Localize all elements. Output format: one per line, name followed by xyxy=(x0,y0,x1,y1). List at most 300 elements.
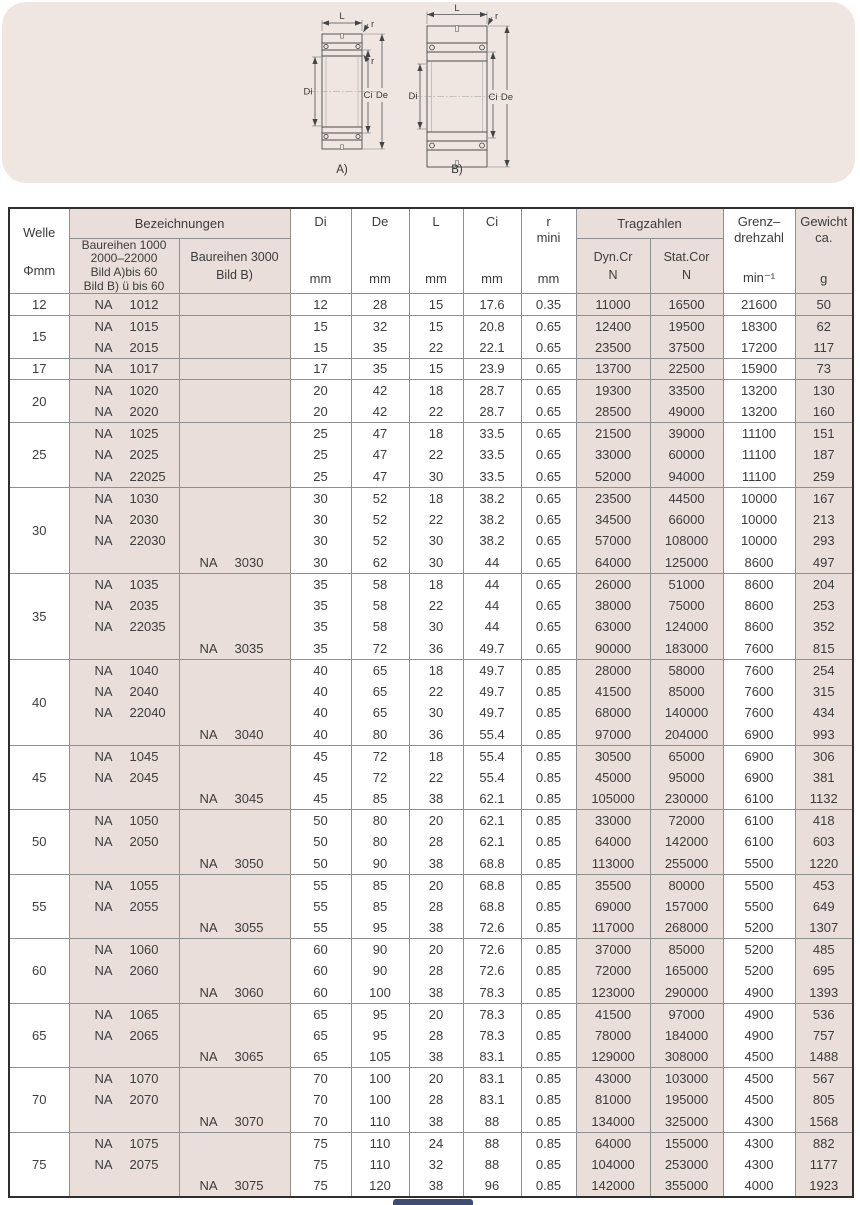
cell-di: 12 xyxy=(290,294,351,316)
cell-r-mini: 0.85 xyxy=(521,702,576,724)
cell-grenzdrehzahl: 11100 xyxy=(723,444,795,466)
table-header xyxy=(9,208,853,294)
page-number-tab xyxy=(393,1199,473,1205)
cell-r-mini: 0.65 xyxy=(521,380,576,402)
dim-label-ci-b: Ci xyxy=(488,92,498,103)
cell-gewicht: 418 xyxy=(795,810,853,832)
cell-welle: 60 xyxy=(9,939,69,1004)
cell-stat-cor: 22500 xyxy=(650,358,723,380)
cell-gewicht: 204 xyxy=(795,573,853,595)
table-body xyxy=(9,294,853,1197)
table-row xyxy=(9,315,853,337)
cell-des-baureihen-3000 xyxy=(179,810,290,832)
cell-welle: 12 xyxy=(9,294,69,316)
cell-dyn-cr: 142000 xyxy=(576,1175,650,1197)
cell-dyn-cr: 30500 xyxy=(576,745,650,767)
cell-stat-cor: 140000 xyxy=(650,702,723,724)
cell-des-baureihen-3000 xyxy=(179,896,290,918)
cell-stat-cor: 103000 xyxy=(650,1068,723,1090)
cell-dyn-cr: 38000 xyxy=(576,595,650,617)
cell-dyn-cr: 117000 xyxy=(576,917,650,939)
cell-r-mini: 0.85 xyxy=(521,960,576,982)
cell-l: 38 xyxy=(409,1111,463,1133)
cell-des-baureihen-3000 xyxy=(179,1025,290,1047)
cell-r-mini: 0.65 xyxy=(521,573,576,595)
cell-des-baureihen-3000 xyxy=(179,358,290,380)
cell-dyn-cr: 11000 xyxy=(576,294,650,316)
cell-de: 100 xyxy=(351,982,409,1004)
cell-des-baureihen-1000: NA 1035 xyxy=(69,573,179,595)
cell-ci: 38.2 xyxy=(463,509,521,531)
cell-r-mini: 0.65 xyxy=(521,530,576,552)
cell-dyn-cr: 72000 xyxy=(576,960,650,982)
cell-de: 100 xyxy=(351,1089,409,1111)
cell-r-mini: 0.85 xyxy=(521,874,576,896)
cell-grenzdrehzahl: 4300 xyxy=(723,1111,795,1133)
table-row xyxy=(9,831,853,853)
cell-ci: 78.3 xyxy=(463,1025,521,1047)
cell-des-baureihen-1000: NA 1017 xyxy=(69,358,179,380)
table-row xyxy=(9,401,853,423)
cell-gewicht: 497 xyxy=(795,552,853,574)
cell-gewicht: 485 xyxy=(795,939,853,961)
cell-l: 22 xyxy=(409,444,463,466)
cell-des-baureihen-1000: NA 22040 xyxy=(69,702,179,724)
cell-des-baureihen-3000: NA 3075 xyxy=(179,1175,290,1197)
cell-grenzdrehzahl: 15900 xyxy=(723,358,795,380)
cell-r-mini: 0.85 xyxy=(521,853,576,875)
table-row xyxy=(9,552,853,574)
cell-di: 70 xyxy=(290,1089,351,1111)
cell-r-mini: 0.85 xyxy=(521,745,576,767)
cell-r-mini: 0.65 xyxy=(521,552,576,574)
cell-de: 42 xyxy=(351,380,409,402)
cell-stat-cor: 60000 xyxy=(650,444,723,466)
cell-di: 35 xyxy=(290,616,351,638)
cell-ci: 68.8 xyxy=(463,896,521,918)
table-row xyxy=(9,1068,853,1090)
cell-gewicht: 1393 xyxy=(795,982,853,1004)
cell-des-baureihen-1000: NA 2055 xyxy=(69,896,179,918)
cell-des-baureihen-3000 xyxy=(179,1154,290,1176)
cell-de: 90 xyxy=(351,960,409,982)
cell-des-baureihen-1000 xyxy=(69,724,179,746)
cell-dyn-cr: 26000 xyxy=(576,573,650,595)
cell-stat-cor: 355000 xyxy=(650,1175,723,1197)
header-gewicht: Gewicht ca. g xyxy=(795,208,853,294)
cell-di: 35 xyxy=(290,638,351,660)
cell-ci: 49.7 xyxy=(463,681,521,703)
dim-label-di-a: Di xyxy=(303,86,313,98)
table-row xyxy=(9,874,853,896)
cell-gewicht: 649 xyxy=(795,896,853,918)
cell-l: 18 xyxy=(409,745,463,767)
table-row xyxy=(9,1089,853,1111)
cell-welle: 25 xyxy=(9,423,69,488)
cell-dyn-cr: 105000 xyxy=(576,788,650,810)
cell-r-mini: 0.85 xyxy=(521,1003,576,1025)
cell-di: 30 xyxy=(290,530,351,552)
cell-ci: 55.4 xyxy=(463,724,521,746)
cell-welle: 70 xyxy=(9,1068,69,1133)
cell-de: 65 xyxy=(351,659,409,681)
cell-des-baureihen-3000 xyxy=(179,337,290,359)
cell-ci: 49.7 xyxy=(463,702,521,724)
cell-r-mini: 0.85 xyxy=(521,1089,576,1111)
cell-des-baureihen-3000: NA 3055 xyxy=(179,917,290,939)
dim-label-l-b: L xyxy=(454,4,460,14)
cell-di: 60 xyxy=(290,960,351,982)
cell-di: 35 xyxy=(290,573,351,595)
table-row xyxy=(9,423,853,445)
cell-de: 110 xyxy=(351,1111,409,1133)
cell-stat-cor: 142000 xyxy=(650,831,723,853)
table-row xyxy=(9,1003,853,1025)
cell-l: 22 xyxy=(409,337,463,359)
cell-di: 40 xyxy=(290,724,351,746)
cell-dyn-cr: 63000 xyxy=(576,616,650,638)
cell-de: 65 xyxy=(351,702,409,724)
cell-di: 30 xyxy=(290,509,351,531)
cell-de: 58 xyxy=(351,595,409,617)
table-row xyxy=(9,616,853,638)
cell-di: 50 xyxy=(290,810,351,832)
cell-grenzdrehzahl: 8600 xyxy=(723,595,795,617)
cell-ci: 68.8 xyxy=(463,853,521,875)
table-row xyxy=(9,1111,853,1133)
cell-des-baureihen-1000: NA 2075 xyxy=(69,1154,179,1176)
cell-de: 47 xyxy=(351,444,409,466)
cell-dyn-cr: 64000 xyxy=(576,552,650,574)
cell-l: 30 xyxy=(409,530,463,552)
cell-dyn-cr: 104000 xyxy=(576,1154,650,1176)
cell-r-mini: 0.65 xyxy=(521,423,576,445)
cell-ci: 28.7 xyxy=(463,401,521,423)
cell-r-mini: 0.85 xyxy=(521,896,576,918)
cell-dyn-cr: 34500 xyxy=(576,509,650,531)
table-row xyxy=(9,1046,853,1068)
cell-r-mini: 0.85 xyxy=(521,1046,576,1068)
table-row xyxy=(9,1154,853,1176)
cell-des-baureihen-3000 xyxy=(179,466,290,488)
cell-stat-cor: 230000 xyxy=(650,788,723,810)
cell-stat-cor: 204000 xyxy=(650,724,723,746)
cell-dyn-cr: 45000 xyxy=(576,767,650,789)
cell-l: 20 xyxy=(409,874,463,896)
cell-di: 30 xyxy=(290,552,351,574)
header-l: L mm xyxy=(409,208,463,294)
cell-grenzdrehzahl: 13200 xyxy=(723,380,795,402)
cell-grenzdrehzahl: 4900 xyxy=(723,1003,795,1025)
cell-l: 38 xyxy=(409,1175,463,1197)
cell-ci: 49.7 xyxy=(463,659,521,681)
header-welle xyxy=(9,208,69,294)
cell-stat-cor: 44500 xyxy=(650,487,723,509)
cell-de: 110 xyxy=(351,1154,409,1176)
cell-stat-cor: 183000 xyxy=(650,638,723,660)
cell-grenzdrehzahl: 4500 xyxy=(723,1068,795,1090)
table-row xyxy=(9,1025,853,1047)
cell-stat-cor: 165000 xyxy=(650,960,723,982)
cell-dyn-cr: 90000 xyxy=(576,638,650,660)
cell-stat-cor: 157000 xyxy=(650,896,723,918)
cell-dyn-cr: 68000 xyxy=(576,702,650,724)
table-row xyxy=(9,380,853,402)
cell-gewicht: 815 xyxy=(795,638,853,660)
table-row xyxy=(9,358,853,380)
cell-grenzdrehzahl: 5500 xyxy=(723,874,795,896)
cell-stat-cor: 19500 xyxy=(650,315,723,337)
dim-label-de-b: De xyxy=(500,92,514,103)
cell-dyn-cr: 123000 xyxy=(576,982,650,1004)
cell-ci: 55.4 xyxy=(463,745,521,767)
cell-des-baureihen-3000 xyxy=(179,767,290,789)
dim-label-l-a: L xyxy=(339,11,345,22)
cell-des-baureihen-1000: NA 1065 xyxy=(69,1003,179,1025)
cell-di: 20 xyxy=(290,401,351,423)
cell-dyn-cr: 37000 xyxy=(576,939,650,961)
cell-des-baureihen-1000: NA 22025 xyxy=(69,466,179,488)
cell-r-mini: 0.65 xyxy=(521,466,576,488)
cell-r-mini: 0.85 xyxy=(521,1025,576,1047)
table-row xyxy=(9,530,853,552)
header-de: De mm xyxy=(351,208,409,294)
cell-grenzdrehzahl: 10000 xyxy=(723,530,795,552)
cell-des-baureihen-1000 xyxy=(69,788,179,810)
cell-stat-cor: 33500 xyxy=(650,380,723,402)
cell-de: 90 xyxy=(351,939,409,961)
cell-gewicht: 73 xyxy=(795,358,853,380)
cell-grenzdrehzahl: 11100 xyxy=(723,423,795,445)
cell-gewicht: 151 xyxy=(795,423,853,445)
cell-dyn-cr: 19300 xyxy=(576,380,650,402)
cell-stat-cor: 39000 xyxy=(650,423,723,445)
cell-di: 65 xyxy=(290,1003,351,1025)
cell-gewicht: 603 xyxy=(795,831,853,853)
cell-gewicht: 293 xyxy=(795,530,853,552)
header-welle-unit: Φmm xyxy=(23,262,56,278)
cell-di: 40 xyxy=(290,702,351,724)
cell-dyn-cr: 129000 xyxy=(576,1046,650,1068)
cell-des-baureihen-1000: NA 2040 xyxy=(69,681,179,703)
cell-l: 28 xyxy=(409,1025,463,1047)
cell-gewicht: 315 xyxy=(795,681,853,703)
cell-l: 18 xyxy=(409,423,463,445)
cell-gewicht: 993 xyxy=(795,724,853,746)
cell-r-mini: 0.65 xyxy=(521,595,576,617)
cell-di: 75 xyxy=(290,1154,351,1176)
cell-grenzdrehzahl: 6900 xyxy=(723,724,795,746)
cell-des-baureihen-1000: NA 1060 xyxy=(69,939,179,961)
cell-welle: 35 xyxy=(9,573,69,659)
cell-gewicht: 882 xyxy=(795,1132,853,1154)
cell-gewicht: 1923 xyxy=(795,1175,853,1197)
table-row xyxy=(9,466,853,488)
cell-de: 90 xyxy=(351,853,409,875)
cell-l: 24 xyxy=(409,1132,463,1154)
cell-di: 15 xyxy=(290,315,351,337)
cell-di: 60 xyxy=(290,939,351,961)
table-row xyxy=(9,724,853,746)
cell-dyn-cr: 113000 xyxy=(576,853,650,875)
cell-grenzdrehzahl: 5200 xyxy=(723,960,795,982)
cell-gewicht: 213 xyxy=(795,509,853,531)
cell-stat-cor: 290000 xyxy=(650,982,723,1004)
cell-l: 22 xyxy=(409,401,463,423)
cell-stat-cor: 255000 xyxy=(650,853,723,875)
cell-de: 85 xyxy=(351,896,409,918)
cell-l: 15 xyxy=(409,358,463,380)
cell-ci: 78.3 xyxy=(463,982,521,1004)
cell-dyn-cr: 21500 xyxy=(576,423,650,445)
cell-stat-cor: 94000 xyxy=(650,466,723,488)
cell-l: 28 xyxy=(409,1089,463,1111)
cell-di: 35 xyxy=(290,595,351,617)
table-row xyxy=(9,853,853,875)
cell-de: 120 xyxy=(351,1175,409,1197)
cell-ci: 44 xyxy=(463,552,521,574)
cell-grenzdrehzahl: 5200 xyxy=(723,917,795,939)
cell-stat-cor: 37500 xyxy=(650,337,723,359)
cell-grenzdrehzahl: 7600 xyxy=(723,659,795,681)
cell-des-baureihen-3000 xyxy=(179,702,290,724)
caption-b: B) xyxy=(451,164,463,176)
table-row xyxy=(9,1175,853,1197)
cell-r-mini: 0.85 xyxy=(521,831,576,853)
cell-grenzdrehzahl: 4300 xyxy=(723,1154,795,1176)
cell-grenzdrehzahl: 17200 xyxy=(723,337,795,359)
cell-l: 15 xyxy=(409,315,463,337)
cell-des-baureihen-3000: NA 3065 xyxy=(179,1046,290,1068)
cell-stat-cor: 16500 xyxy=(650,294,723,316)
dim-label-r-a-top: r xyxy=(371,19,375,30)
cell-des-baureihen-3000 xyxy=(179,530,290,552)
cell-ci: 44 xyxy=(463,595,521,617)
cell-des-baureihen-3000: NA 3070 xyxy=(179,1111,290,1133)
cell-de: 105 xyxy=(351,1046,409,1068)
cell-dyn-cr: 28500 xyxy=(576,401,650,423)
cell-di: 75 xyxy=(290,1132,351,1154)
cell-des-baureihen-1000: NA 2045 xyxy=(69,767,179,789)
technical-drawing-panel xyxy=(2,2,855,183)
cell-grenzdrehzahl: 4000 xyxy=(723,1175,795,1197)
cell-r-mini: 0.85 xyxy=(521,681,576,703)
cell-r-mini: 0.85 xyxy=(521,1132,576,1154)
cell-dyn-cr: 69000 xyxy=(576,896,650,918)
cell-stat-cor: 49000 xyxy=(650,401,723,423)
cell-l: 38 xyxy=(409,853,463,875)
table-row xyxy=(9,487,853,509)
bearing-data-table xyxy=(8,207,854,1198)
cell-des-baureihen-1000: NA 2030 xyxy=(69,509,179,531)
header-dyn-cr: Dyn.Cr N xyxy=(576,238,650,294)
header-bezeichnungen: Bezeichnungen xyxy=(69,208,290,238)
cell-des-baureihen-3000: NA 3045 xyxy=(179,788,290,810)
cell-des-baureihen-1000 xyxy=(69,1046,179,1068)
cell-di: 40 xyxy=(290,659,351,681)
cell-stat-cor: 75000 xyxy=(650,595,723,617)
cell-l: 32 xyxy=(409,1154,463,1176)
cell-grenzdrehzahl: 5200 xyxy=(723,939,795,961)
cell-stat-cor: 97000 xyxy=(650,1003,723,1025)
cell-gewicht: 1132 xyxy=(795,788,853,810)
cell-gewicht: 160 xyxy=(795,401,853,423)
cell-dyn-cr: 41500 xyxy=(576,1003,650,1025)
cell-grenzdrehzahl: 18300 xyxy=(723,315,795,337)
cell-ci: 72.6 xyxy=(463,917,521,939)
cell-de: 52 xyxy=(351,530,409,552)
cell-de: 100 xyxy=(351,1068,409,1090)
cell-dyn-cr: 97000 xyxy=(576,724,650,746)
cell-di: 25 xyxy=(290,466,351,488)
cell-ci: 83.1 xyxy=(463,1089,521,1111)
cell-des-baureihen-1000: NA 2060 xyxy=(69,960,179,982)
header-r-mini: r mini mm xyxy=(521,208,576,294)
cell-de: 47 xyxy=(351,423,409,445)
cell-ci: 44 xyxy=(463,616,521,638)
cell-des-baureihen-3000 xyxy=(179,659,290,681)
cell-di: 55 xyxy=(290,874,351,896)
cell-welle: 40 xyxy=(9,659,69,745)
cell-de: 65 xyxy=(351,681,409,703)
cell-l: 20 xyxy=(409,810,463,832)
cell-stat-cor: 72000 xyxy=(650,810,723,832)
cell-de: 85 xyxy=(351,874,409,896)
table-row xyxy=(9,638,853,660)
bearing-cross-sections-drawing xyxy=(302,4,517,182)
cell-des-baureihen-3000 xyxy=(179,681,290,703)
cell-dyn-cr: 12400 xyxy=(576,315,650,337)
cell-des-baureihen-1000: NA 1020 xyxy=(69,380,179,402)
cell-des-baureihen-3000 xyxy=(179,315,290,337)
cell-l: 22 xyxy=(409,509,463,531)
cell-r-mini: 0.85 xyxy=(521,1111,576,1133)
cell-de: 80 xyxy=(351,831,409,853)
cell-grenzdrehzahl: 4500 xyxy=(723,1046,795,1068)
cell-ci: 68.8 xyxy=(463,874,521,896)
cell-des-baureihen-3000: NA 3050 xyxy=(179,853,290,875)
cell-gewicht: 253 xyxy=(795,595,853,617)
cell-de: 110 xyxy=(351,1132,409,1154)
cell-dyn-cr: 23500 xyxy=(576,487,650,509)
cell-di: 70 xyxy=(290,1111,351,1133)
cell-grenzdrehzahl: 4500 xyxy=(723,1089,795,1111)
cell-gewicht: 1568 xyxy=(795,1111,853,1133)
cell-l: 38 xyxy=(409,1046,463,1068)
cell-des-baureihen-3000 xyxy=(179,444,290,466)
cell-welle: 55 xyxy=(9,874,69,939)
cell-welle: 15 xyxy=(9,315,69,358)
cell-des-baureihen-3000: NA 3040 xyxy=(179,724,290,746)
cell-di: 60 xyxy=(290,982,351,1004)
cell-l: 20 xyxy=(409,1003,463,1025)
cell-des-baureihen-1000 xyxy=(69,853,179,875)
table-row xyxy=(9,745,853,767)
cell-des-baureihen-1000: NA 2015 xyxy=(69,337,179,359)
cell-dyn-cr: 43000 xyxy=(576,1068,650,1090)
cell-grenzdrehzahl: 11100 xyxy=(723,466,795,488)
cell-gewicht: 259 xyxy=(795,466,853,488)
cell-di: 45 xyxy=(290,767,351,789)
cell-des-baureihen-1000: NA 1070 xyxy=(69,1068,179,1090)
cell-gewicht: 130 xyxy=(795,380,853,402)
cell-gewicht: 757 xyxy=(795,1025,853,1047)
cell-l: 38 xyxy=(409,788,463,810)
cell-l: 30 xyxy=(409,616,463,638)
cell-des-baureihen-3000 xyxy=(179,616,290,638)
cell-gewicht: 306 xyxy=(795,745,853,767)
cell-gewicht: 434 xyxy=(795,702,853,724)
